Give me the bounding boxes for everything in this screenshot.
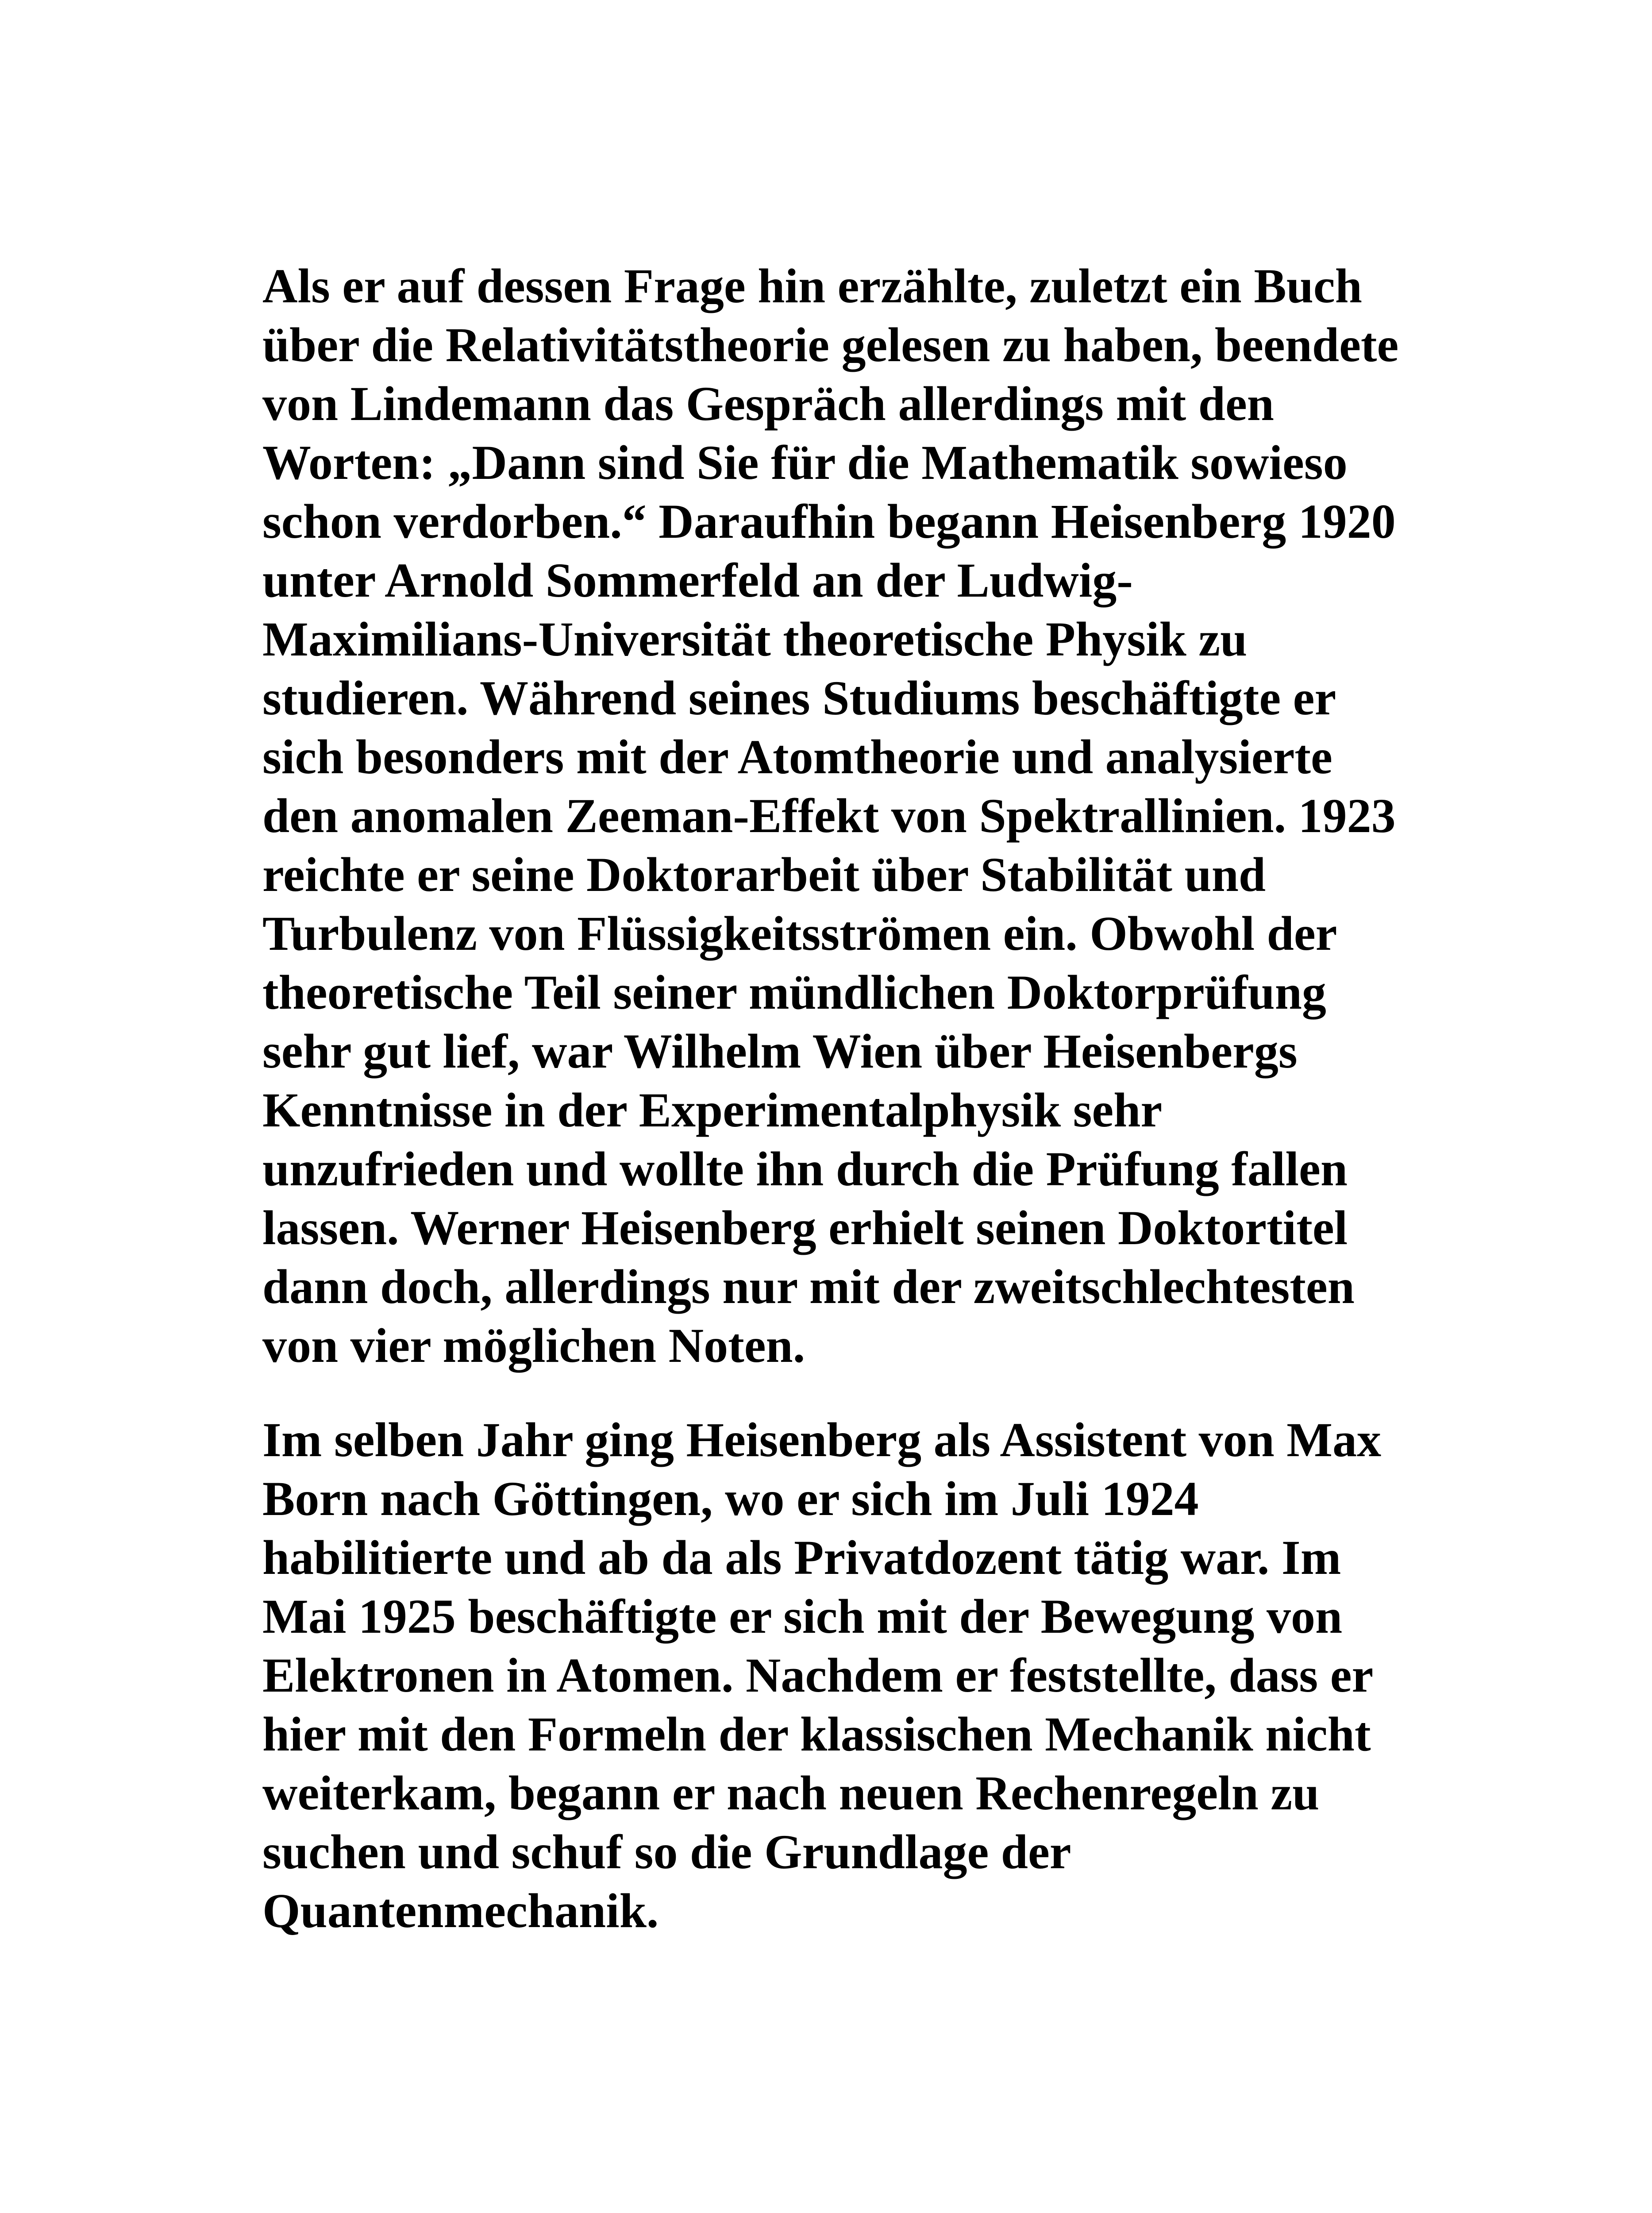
text-line: sich besonders mit der Atomtheorie und analysierte — [262, 730, 1332, 784]
text-line: theoretische Teil seiner mündlichen Doktorprüfung — [262, 965, 1326, 1019]
text-line: Mai 1925 beschäftigte er sich mit der Bewegung von — [262, 1589, 1343, 1643]
text-line: dann doch, allerdings nur mit der zweitschlechtesten — [262, 1260, 1355, 1314]
text-line: Turbulenz von Flüssigkeitsströmen ein. Obwohl der — [262, 906, 1337, 960]
text-line: von Lindemann das Gespräch allerdings mit den — [262, 377, 1274, 431]
text-line: sehr gut lief, war Wilhelm Wien über Heisenbergs — [262, 1024, 1298, 1078]
text-line: Born nach Göttingen, wo er sich im Juli 1924 — [262, 1472, 1199, 1526]
text-line: Quantenmechanik. — [262, 1884, 659, 1938]
text-line: habilitierte und ab da als Privatdozent tätig war. Im — [262, 1531, 1341, 1585]
text-line: über die Relativitätstheorie gelesen zu haben, beendete — [262, 318, 1399, 372]
paragraph-spacer — [262, 1375, 1395, 1411]
text-line: von vier möglichen Noten. — [262, 1319, 805, 1373]
text-block — [262, 257, 1399, 1940]
text-line: Maximilians-Universität theoretische Physik zu — [262, 612, 1248, 666]
text-line: Als er auf dessen Frage hin erzählte, zuletzt ein Buch — [262, 259, 1362, 313]
paragraph-2 — [262, 1411, 1395, 1940]
text-line: studieren. Während seines Studiums beschäftigte er — [262, 671, 1336, 725]
text-line: suchen und schuf so die Grundlage der — [262, 1825, 1071, 1879]
text-line: schon verdorben.“ Daraufhin begann Heisenberg 1920 — [262, 494, 1396, 548]
text-line: den anomalen Zeeman-Effekt von Spektrallinien. 1923 — [262, 789, 1396, 843]
text-line: Elektronen in Atomen. Nachdem er feststellte, dass er — [262, 1648, 1374, 1702]
paragraph-1 — [262, 257, 1399, 1375]
text-line: unzufrieden und wollte ihn durch die Prüfung fallen — [262, 1142, 1348, 1196]
text-line: reichte er seine Doktorarbeit über Stabilität und — [262, 848, 1266, 902]
text-line: Kenntnisse in der Experimentalphysik sehr — [262, 1083, 1163, 1137]
text-line: lassen. Werner Heisenberg erhielt seinen Doktortitel — [262, 1201, 1348, 1255]
text-line: hier mit den Formeln der klassischen Mechanik nicht — [262, 1707, 1371, 1761]
text-line: Worten: „Dann sind Sie für die Mathematik sowieso — [262, 436, 1348, 490]
text-line: weiterkam, begann er nach neuen Rechenregeln zu — [262, 1766, 1320, 1820]
text-line: Im selben Jahr ging Heisenberg als Assistent von Max — [262, 1413, 1382, 1467]
text-line: unter Arnold Sommerfeld an der Ludwig- — [262, 553, 1133, 607]
